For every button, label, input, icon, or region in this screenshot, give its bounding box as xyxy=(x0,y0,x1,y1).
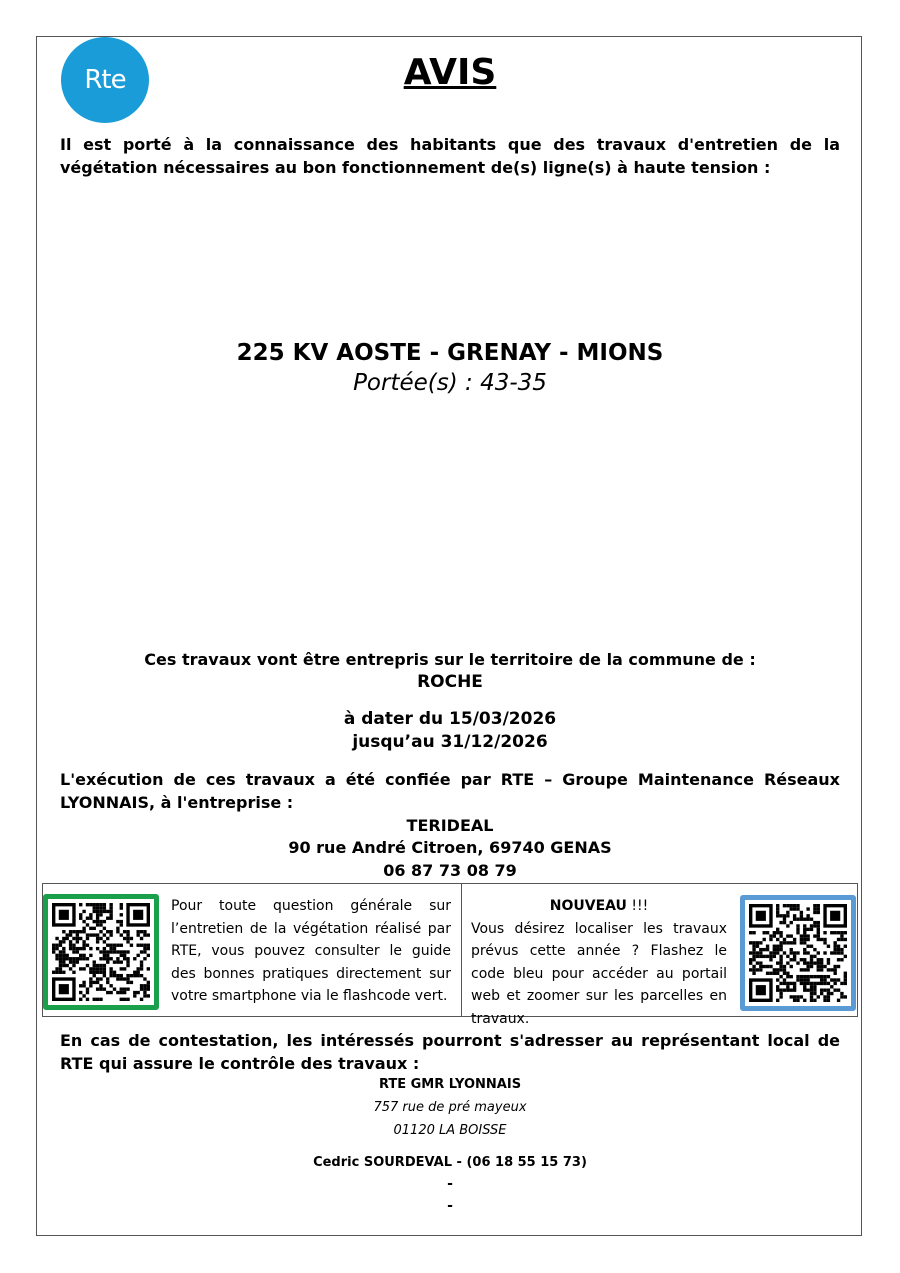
page-title: AVIS xyxy=(403,52,497,93)
portal-info-text: Vous désirez localiser les travaux prévus cette année ? Flashez le code bleu pour accéder au portail web et zoomer sur les parcelles en travaux. xyxy=(471,920,727,1027)
green-qr-code[interactable] xyxy=(43,894,159,1010)
intro-paragraph: Il est porté à la connaissance des habitants que des travaux d'entretien de la végétation nécessaires au bon fonctionnement de(s) ligne(s) à haute tension : xyxy=(60,135,840,177)
power-line-name: 225 KV AOSTE - GRENAY - MIONS xyxy=(236,340,664,366)
representative-extra-2: - xyxy=(447,1198,453,1214)
representative-org: RTE GMR LYONNAIS xyxy=(378,1077,522,1092)
contractor-address: 90 rue André Citroen, 69740 GENAS xyxy=(288,838,612,857)
portal-info xyxy=(471,895,727,1030)
guide-info-text: Pour toute question générale sur l’entretien de la végétation réalisé par RTE, vous pouvez consulter le guide des bonnes pratiques directement sur votre smartphone via le flashcode vert. xyxy=(171,898,451,1004)
qr-code-icon xyxy=(749,904,847,1002)
blue-qr-code[interactable] xyxy=(740,895,856,1011)
contractor-name: TERIDEAL xyxy=(406,816,494,835)
contestation-paragraph: En cas de contestation, les intéressés pourront s'adresser au représentant local de RTE qui assure le contrôle des travaux : xyxy=(60,1031,840,1073)
qr-section xyxy=(42,883,858,1027)
power-line-spans: Portée(s) : 43-35 xyxy=(353,370,547,396)
representative-contact: Cedric SOURDEVAL - (06 18 55 15 73) xyxy=(313,1155,587,1170)
qr-section-divider xyxy=(461,884,462,1016)
execution-paragraph: L'exécution de ces travaux a été confiée par RTE – Groupe Maintenance Réseaux LYONNAIS, à l'entreprise : xyxy=(60,770,840,812)
logo-text: Rte xyxy=(84,65,126,95)
nouveau-label: NOUVEAU xyxy=(549,898,627,914)
territory-label: Ces travaux vont être entrepris sur le territoire de la commune de : xyxy=(144,650,756,669)
commune-name: ROCHE xyxy=(417,672,483,692)
nouveau-heading xyxy=(471,895,727,918)
end-date: jusqu’au 31/12/2026 xyxy=(352,732,548,752)
contractor-phone: 06 87 73 08 79 xyxy=(383,861,517,880)
qr-code-icon xyxy=(52,903,150,1001)
nouveau-suffix: !!! xyxy=(626,898,649,914)
start-date: à dater du 15/03/2026 xyxy=(343,709,557,729)
representative-city: 01120 LA BOISSE xyxy=(393,1123,507,1138)
representative-extra-1: - xyxy=(447,1176,453,1192)
representative-street: 757 rue de pré mayeux xyxy=(373,1100,527,1115)
